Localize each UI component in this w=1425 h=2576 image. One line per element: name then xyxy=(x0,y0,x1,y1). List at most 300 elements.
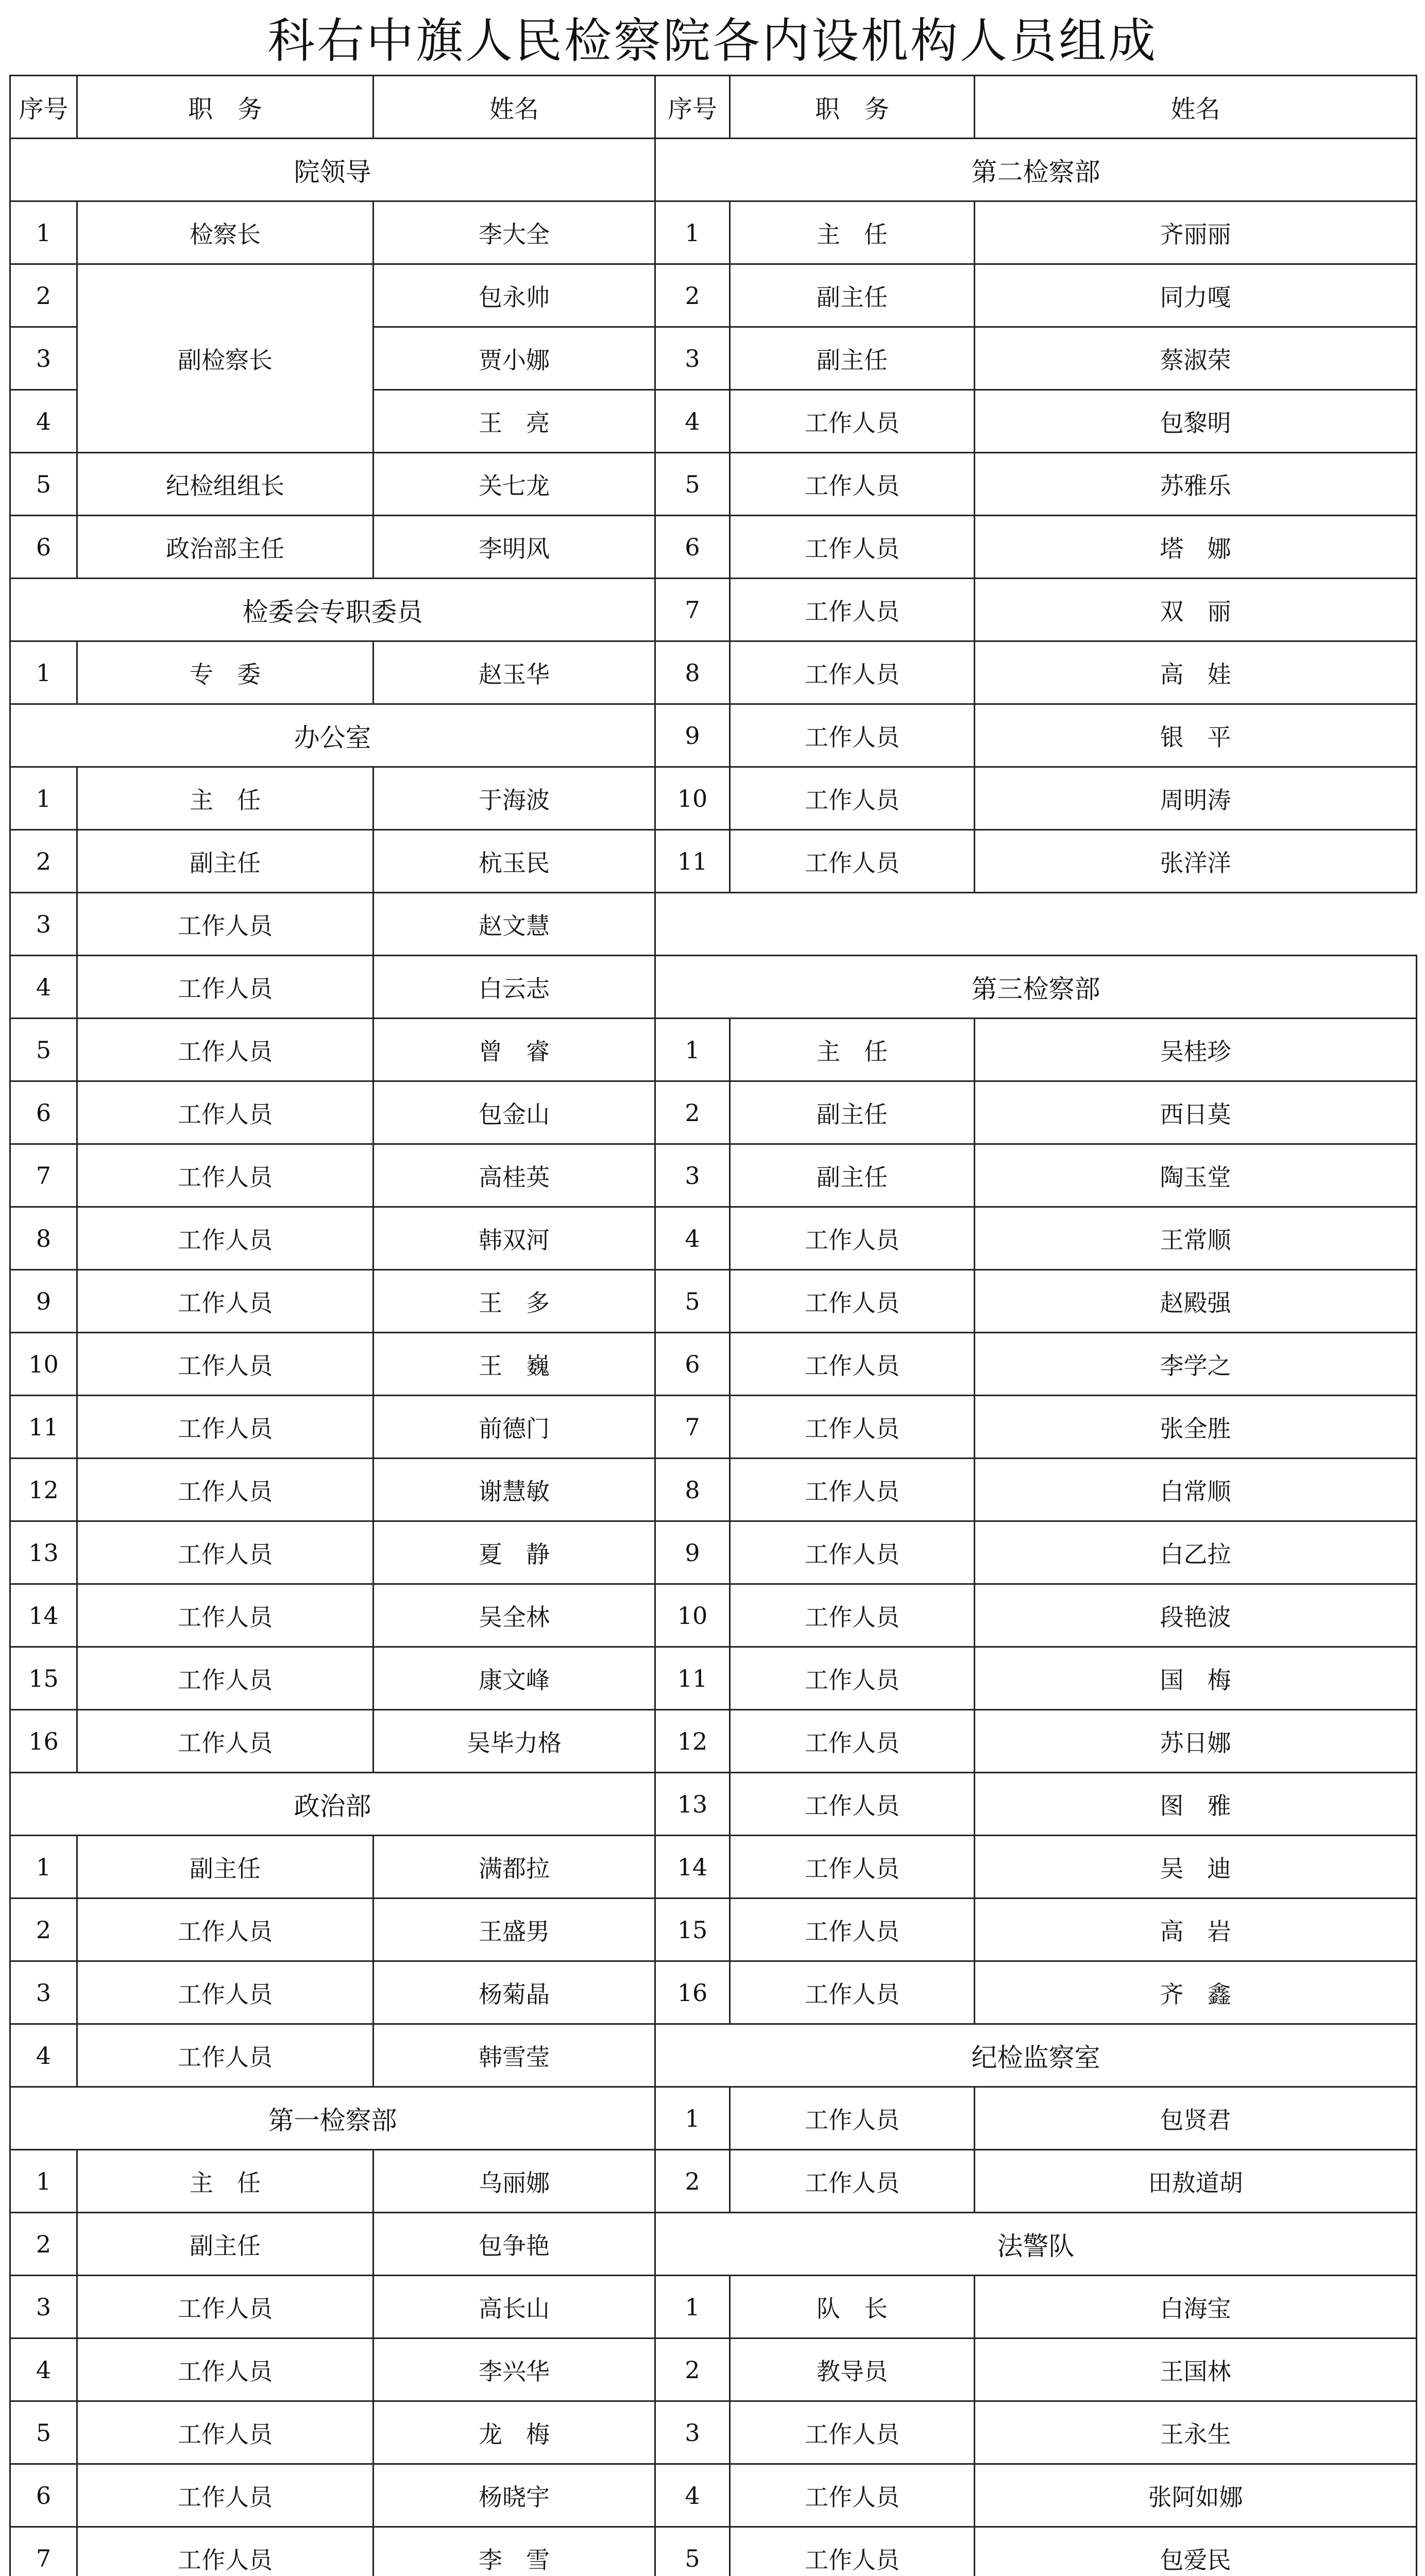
table-row xyxy=(655,704,1417,767)
row-duty: 工作人员 xyxy=(730,1459,975,1521)
row-name: 张洋洋 xyxy=(975,830,1417,893)
row-number: 1 xyxy=(655,2087,730,2150)
row-number: 4 xyxy=(655,1207,730,1270)
row-name: 贾小娜 xyxy=(374,327,655,390)
row-number: 1 xyxy=(10,1836,77,1899)
row-name: 赵文慧 xyxy=(374,893,655,956)
row-duty: 工作人员 xyxy=(77,1521,374,1584)
row-duty: 工作人员 xyxy=(77,956,374,1019)
row-name: 杨晓宇 xyxy=(374,2464,655,2527)
table-row xyxy=(655,767,1417,830)
row-name: 包金山 xyxy=(374,1081,655,1144)
row-number: 14 xyxy=(10,1584,77,1647)
section-title: 第三检察部 xyxy=(655,956,1417,1019)
row-duty: 工作人员 xyxy=(730,1773,975,1836)
row-name: 吴毕力格 xyxy=(374,1710,655,1773)
section-row xyxy=(10,139,655,201)
row-number: 3 xyxy=(655,1144,730,1207)
row-number: 1 xyxy=(655,201,730,264)
section-title: 第一检察部 xyxy=(10,2087,655,2150)
table-row xyxy=(655,2527,1417,2576)
row-number: 1 xyxy=(10,767,77,830)
row-duty: 工作人员 xyxy=(77,1647,374,1710)
row-number: 12 xyxy=(655,1710,730,1773)
table-row xyxy=(10,2401,655,2464)
row-duty: 工作人员 xyxy=(77,1961,374,2024)
row-duty: 工作人员 xyxy=(77,2401,374,2464)
row-name: 王永生 xyxy=(975,2401,1417,2464)
table-row xyxy=(10,1207,655,1270)
section-row xyxy=(655,139,1417,201)
row-duty: 工作人员 xyxy=(730,704,975,767)
row-duty: 工作人员 xyxy=(77,1081,374,1144)
table-row xyxy=(655,641,1417,704)
table-row xyxy=(655,579,1417,641)
row-name: 谢慧敏 xyxy=(374,1459,655,1521)
table-row xyxy=(10,1647,655,1710)
row-number: 10 xyxy=(655,1584,730,1647)
table-row xyxy=(655,2276,1417,2338)
row-number: 2 xyxy=(655,1081,730,1144)
row-name: 齐丽丽 xyxy=(975,201,1417,264)
row-duty: 政治部主任 xyxy=(77,516,374,579)
row-duty: 工作人员 xyxy=(77,1144,374,1207)
row-duty: 副主任 xyxy=(730,264,975,327)
row-name: 王常顺 xyxy=(975,1207,1417,1270)
header-name: 姓名 xyxy=(374,76,655,139)
table-row xyxy=(10,2338,655,2401)
row-duty: 工作人员 xyxy=(730,390,975,453)
row-duty: 工作人员 xyxy=(77,1019,374,1081)
row-duty: 主 任 xyxy=(77,2150,374,2213)
row-number: 3 xyxy=(10,1961,77,2024)
row-number: 7 xyxy=(10,2527,77,2576)
section-row xyxy=(10,579,655,641)
row-number: 6 xyxy=(10,2464,77,2527)
blank-row xyxy=(655,893,1417,956)
table-row xyxy=(655,1396,1417,1459)
table-row xyxy=(10,516,655,579)
row-duty: 工作人员 xyxy=(730,516,975,579)
table-row xyxy=(655,264,1417,327)
header-name: 姓名 xyxy=(975,76,1417,139)
row-number: 11 xyxy=(10,1396,77,1459)
row-number: 5 xyxy=(10,2401,77,2464)
table-row xyxy=(10,767,655,830)
table-row xyxy=(10,1396,655,1459)
row-name: 杭玉民 xyxy=(374,830,655,893)
row-name: 王 多 xyxy=(374,1270,655,1333)
row-duty: 工作人员 xyxy=(730,1270,975,1333)
row-number: 12 xyxy=(10,1459,77,1521)
row-number: 4 xyxy=(10,2338,77,2401)
row-name: 前德门 xyxy=(374,1396,655,1459)
row-name: 龙 梅 xyxy=(374,2401,655,2464)
row-duty: 工作人员 xyxy=(730,1521,975,1584)
row-name: 包贤君 xyxy=(975,2087,1417,2150)
row-name: 吴全林 xyxy=(374,1584,655,1647)
table-row xyxy=(10,2213,655,2276)
table-row xyxy=(655,390,1417,453)
row-number: 8 xyxy=(10,1207,77,1270)
row-name: 白乙拉 xyxy=(975,1521,1417,1584)
row-number: 9 xyxy=(655,704,730,767)
row-duty: 检察长 xyxy=(77,201,374,264)
table-row xyxy=(10,1961,655,2024)
row-name: 王 亮 xyxy=(374,390,655,453)
table-row xyxy=(10,2150,655,2213)
row-duty: 工作人员 xyxy=(77,1270,374,1333)
row-name: 银 平 xyxy=(975,704,1417,767)
row-name: 李明风 xyxy=(374,516,655,579)
row-number: 13 xyxy=(655,1773,730,1836)
blank-cell xyxy=(655,893,1417,956)
section-title: 法警队 xyxy=(655,2213,1417,2276)
row-number: 1 xyxy=(655,2276,730,2338)
table-row xyxy=(10,893,655,956)
row-number: 1 xyxy=(10,641,77,704)
row-name: 高 岩 xyxy=(975,1899,1417,1961)
table-row xyxy=(655,2150,1417,2213)
row-duty: 工作人员 xyxy=(730,453,975,516)
row-name: 高桂英 xyxy=(374,1144,655,1207)
row-number: 3 xyxy=(10,893,77,956)
table-row xyxy=(655,2464,1417,2527)
row-name: 国 梅 xyxy=(975,1647,1417,1710)
document-title: 科右中旗人民检察院各内设机构人员组成 xyxy=(267,13,1158,69)
row-name: 韩雪莹 xyxy=(374,2024,655,2087)
table-row xyxy=(655,516,1417,579)
table-row xyxy=(655,1270,1417,1333)
row-name: 曾 睿 xyxy=(374,1019,655,1081)
row-name: 李大全 xyxy=(374,201,655,264)
row-number: 10 xyxy=(10,1333,77,1396)
row-number: 2 xyxy=(655,2338,730,2401)
row-duty: 工作人员 xyxy=(77,1396,374,1459)
row-number: 3 xyxy=(10,2276,77,2338)
row-duty: 工作人员 xyxy=(77,1899,374,1961)
row-duty: 工作人员 xyxy=(730,1396,975,1459)
row-duty: 教导员 xyxy=(730,2338,975,2401)
row-name: 李学之 xyxy=(975,1333,1417,1396)
table-row xyxy=(10,1019,655,1081)
header-duty: 职 务 xyxy=(730,76,975,139)
row-name: 于海波 xyxy=(374,767,655,830)
table-row xyxy=(655,1961,1417,2024)
row-duty: 副主任 xyxy=(730,1081,975,1144)
table-row xyxy=(10,1584,655,1647)
row-duty: 工作人员 xyxy=(77,2527,374,2576)
row-name: 夏 静 xyxy=(374,1521,655,1584)
section-row xyxy=(10,1773,655,1836)
row-duty: 工作人员 xyxy=(77,2464,374,2527)
table-row xyxy=(10,1081,655,1144)
row-duty: 副主任 xyxy=(730,1144,975,1207)
table-row xyxy=(10,1459,655,1521)
row-duty: 工作人员 xyxy=(77,1459,374,1521)
row-name: 包爱民 xyxy=(975,2527,1417,2576)
row-name: 包永帅 xyxy=(374,264,655,327)
table-row xyxy=(10,2276,655,2338)
table-row xyxy=(10,1899,655,1961)
section-row xyxy=(10,704,655,767)
row-name: 塔 娜 xyxy=(975,516,1417,579)
row-number: 16 xyxy=(10,1710,77,1773)
row-duty: 工作人员 xyxy=(77,2338,374,2401)
row-number: 14 xyxy=(655,1836,730,1899)
row-number: 4 xyxy=(10,2024,77,2087)
row-name: 吴桂珍 xyxy=(975,1019,1417,1081)
row-number: 3 xyxy=(10,327,77,390)
table-row xyxy=(10,2024,655,2087)
row-number: 1 xyxy=(10,2150,77,2213)
row-name: 李 雪 xyxy=(374,2527,655,2576)
table-row xyxy=(655,1333,1417,1396)
table-row xyxy=(10,956,655,1019)
row-number: 8 xyxy=(655,641,730,704)
row-name: 包争艳 xyxy=(374,2213,655,2276)
table-row xyxy=(10,201,655,264)
table-row xyxy=(655,327,1417,390)
row-duty: 工作人员 xyxy=(730,2401,975,2464)
row-name: 段艳波 xyxy=(975,1584,1417,1647)
row-duty: 工作人员 xyxy=(730,579,975,641)
section-title: 检委会专职委员 xyxy=(10,579,655,641)
row-duty: 工作人员 xyxy=(730,1710,975,1773)
row-duty: 工作人员 xyxy=(730,2150,975,2213)
section-row xyxy=(655,956,1417,1019)
row-name: 赵殿强 xyxy=(975,1270,1417,1333)
row-duty: 主 任 xyxy=(730,201,975,264)
row-number: 6 xyxy=(655,516,730,579)
row-duty: 工作人员 xyxy=(77,2024,374,2087)
row-duty: 工作人员 xyxy=(730,1836,975,1899)
table-row xyxy=(655,1521,1417,1584)
row-duty: 工作人员 xyxy=(730,1584,975,1647)
row-number: 16 xyxy=(655,1961,730,2024)
row-duty: 副主任 xyxy=(77,830,374,893)
table-row xyxy=(10,1333,655,1396)
row-duty: 副主任 xyxy=(77,2213,374,2276)
row-name: 蔡淑荣 xyxy=(975,327,1417,390)
row-number: 15 xyxy=(655,1899,730,1961)
table-row xyxy=(655,1710,1417,1773)
row-name: 同力嘎 xyxy=(975,264,1417,327)
row-duty: 工作人员 xyxy=(730,2464,975,2527)
row-name: 李兴华 xyxy=(374,2338,655,2401)
row-duty: 专 委 xyxy=(77,641,374,704)
row-duty: 工作人员 xyxy=(730,1207,975,1270)
section-title: 政治部 xyxy=(10,1773,655,1836)
row-number: 5 xyxy=(10,1019,77,1081)
row-duty: 工作人员 xyxy=(77,1333,374,1396)
row-number: 3 xyxy=(655,327,730,390)
row-number: 7 xyxy=(10,1144,77,1207)
table-row xyxy=(10,2464,655,2527)
section-title: 纪检监察室 xyxy=(655,2024,1417,2087)
row-number: 6 xyxy=(655,1333,730,1396)
row-name: 王 巍 xyxy=(374,1333,655,1396)
table-row xyxy=(655,1207,1417,1270)
row-duty: 工作人员 xyxy=(77,893,374,956)
section-title: 办公室 xyxy=(10,704,655,767)
row-number: 5 xyxy=(655,1270,730,1333)
row-number: 2 xyxy=(10,830,77,893)
row-number: 1 xyxy=(10,201,77,264)
row-number: 4 xyxy=(655,390,730,453)
row-duty: 纪检组组长 xyxy=(77,453,374,516)
row-duty: 工作人员 xyxy=(730,2527,975,2576)
row-duty: 工作人员 xyxy=(77,1207,374,1270)
header-duty: 职 务 xyxy=(77,76,374,139)
table-row xyxy=(10,1270,655,1333)
row-name: 包黎明 xyxy=(975,390,1417,453)
table-row xyxy=(655,1019,1417,1081)
table-row xyxy=(10,1521,655,1584)
row-duty: 工作人员 xyxy=(730,1333,975,1396)
section-row xyxy=(655,2213,1417,2276)
row-duty: 工作人员 xyxy=(77,1710,374,1773)
header-row xyxy=(655,76,1417,139)
row-name: 白云志 xyxy=(374,956,655,1019)
row-number: 9 xyxy=(655,1521,730,1584)
row-number: 6 xyxy=(10,1081,77,1144)
row-number: 6 xyxy=(10,516,77,579)
table-row xyxy=(655,453,1417,516)
row-number: 2 xyxy=(10,264,77,327)
row-duty: 副主任 xyxy=(77,1836,374,1899)
row-name: 吴 迪 xyxy=(975,1836,1417,1899)
table-row xyxy=(655,1836,1417,1899)
row-name: 张阿如娜 xyxy=(975,2464,1417,2527)
row-name: 白常顺 xyxy=(975,1459,1417,1521)
table-row xyxy=(655,1081,1417,1144)
right-table xyxy=(654,75,1417,2576)
row-name: 苏日娜 xyxy=(975,1710,1417,1773)
row-number: 11 xyxy=(655,830,730,893)
row-duty: 工作人员 xyxy=(730,641,975,704)
row-name: 双 丽 xyxy=(975,579,1417,641)
table-row xyxy=(655,830,1417,893)
header-no: 序号 xyxy=(655,76,730,139)
row-number: 1 xyxy=(655,1019,730,1081)
row-number: 10 xyxy=(655,767,730,830)
row-duty: 工作人员 xyxy=(730,2087,975,2150)
row-duty: 工作人员 xyxy=(730,1647,975,1710)
table-row xyxy=(655,2401,1417,2464)
table-row xyxy=(10,264,655,327)
row-number: 13 xyxy=(10,1521,77,1584)
row-name: 陶玉堂 xyxy=(975,1144,1417,1207)
row-number: 5 xyxy=(10,453,77,516)
row-name: 韩双河 xyxy=(374,1207,655,1270)
row-number: 9 xyxy=(10,1270,77,1333)
row-duty: 副主任 xyxy=(730,327,975,390)
row-number: 2 xyxy=(10,2213,77,2276)
table-row xyxy=(655,1647,1417,1710)
row-name: 关七龙 xyxy=(374,453,655,516)
row-name: 王国林 xyxy=(975,2338,1417,2401)
row-duty: 主 任 xyxy=(730,1019,975,1081)
table-row xyxy=(655,201,1417,264)
table-row xyxy=(10,830,655,893)
row-name: 白海宝 xyxy=(975,2276,1417,2338)
row-duty: 工作人员 xyxy=(730,830,975,893)
table-row xyxy=(10,453,655,516)
row-name: 满都拉 xyxy=(374,1836,655,1899)
row-duty: 工作人员 xyxy=(730,1961,975,2024)
row-name: 王盛男 xyxy=(374,1899,655,1961)
row-number: 2 xyxy=(655,264,730,327)
table-row xyxy=(655,2338,1417,2401)
table-row xyxy=(655,1459,1417,1521)
row-name: 康文峰 xyxy=(374,1647,655,1710)
row-number: 11 xyxy=(655,1647,730,1710)
row-number: 5 xyxy=(655,453,730,516)
row-name: 齐 鑫 xyxy=(975,1961,1417,2024)
row-number: 4 xyxy=(10,956,77,1019)
header-no: 序号 xyxy=(10,76,77,139)
table-row xyxy=(10,1144,655,1207)
row-name: 高 娃 xyxy=(975,641,1417,704)
section-row xyxy=(10,2087,655,2150)
row-name: 周明涛 xyxy=(975,767,1417,830)
row-duty: 工作人员 xyxy=(77,2276,374,2338)
row-duty: 工作人员 xyxy=(77,1584,374,1647)
table-row xyxy=(655,2087,1417,2150)
row-name: 杨菊晶 xyxy=(374,1961,655,2024)
row-number: 15 xyxy=(10,1647,77,1710)
row-duty: 工作人员 xyxy=(730,767,975,830)
row-number: 8 xyxy=(655,1459,730,1521)
row-name: 张全胜 xyxy=(975,1396,1417,1459)
table-row xyxy=(655,1144,1417,1207)
staff-table xyxy=(9,75,1416,2576)
row-name: 高长山 xyxy=(374,2276,655,2338)
row-name: 苏雅乐 xyxy=(975,453,1417,516)
row-name: 赵玉华 xyxy=(374,641,655,704)
table-row xyxy=(655,1773,1417,1836)
table-row xyxy=(10,641,655,704)
table-row xyxy=(10,2527,655,2576)
row-number: 2 xyxy=(10,1899,77,1961)
left-table xyxy=(9,75,656,2576)
row-number: 5 xyxy=(655,2527,730,2576)
row-name: 乌丽娜 xyxy=(374,2150,655,2213)
section-title: 院领导 xyxy=(10,139,655,201)
table-row xyxy=(10,1710,655,1773)
row-duty: 副检察长 xyxy=(77,264,374,453)
row-number: 7 xyxy=(655,1396,730,1459)
header-row xyxy=(10,76,655,139)
row-number: 2 xyxy=(655,2150,730,2213)
row-number: 7 xyxy=(655,579,730,641)
section-row xyxy=(655,2024,1417,2087)
row-duty: 主 任 xyxy=(77,767,374,830)
table-row xyxy=(655,1899,1417,1961)
row-name: 田敖道胡 xyxy=(975,2150,1417,2213)
row-duty: 工作人员 xyxy=(730,1899,975,1961)
row-name: 图 雅 xyxy=(975,1773,1417,1836)
table-row xyxy=(10,1836,655,1899)
row-number: 4 xyxy=(10,390,77,453)
row-number: 4 xyxy=(655,2464,730,2527)
row-name: 西日莫 xyxy=(975,1081,1417,1144)
row-number: 3 xyxy=(655,2401,730,2464)
table-row xyxy=(655,1584,1417,1647)
row-duty: 队 长 xyxy=(730,2276,975,2338)
section-title: 第二检察部 xyxy=(655,139,1417,201)
